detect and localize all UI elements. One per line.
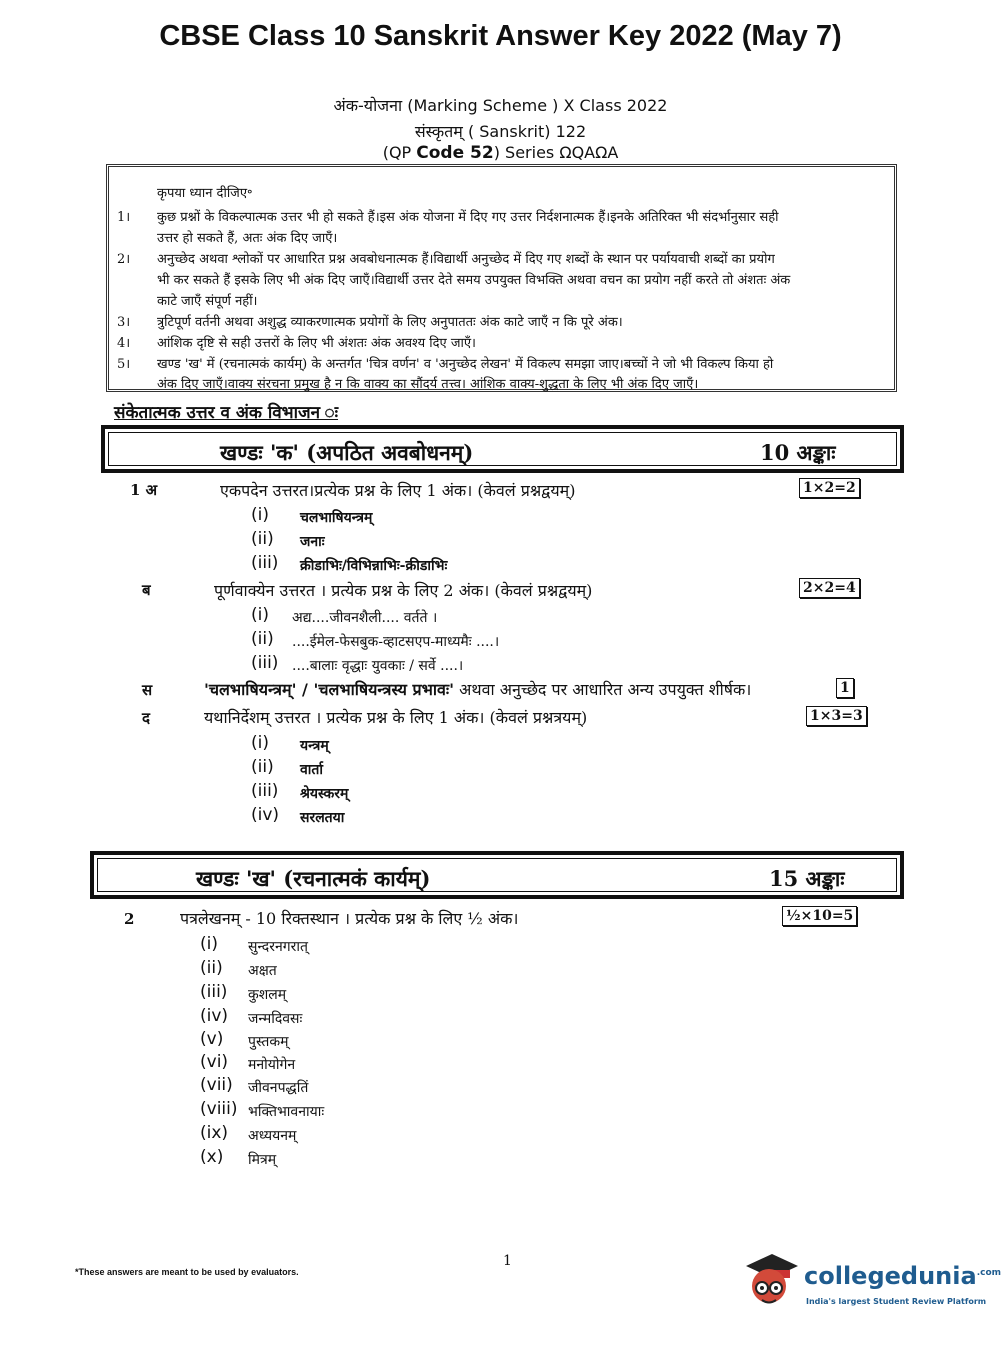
answer-text: अध्ययनम् bbox=[248, 1128, 297, 1144]
answer-number: (iii) bbox=[200, 982, 228, 1002]
q1b-instruction: पूर्णवाक्येन उत्तरत । प्रत्येक प्रश्न के लिए 2 अंक। (केवलं प्रश्नद्वयम्) bbox=[214, 581, 593, 600]
answer-text: श्रेयस्करम् bbox=[300, 786, 349, 802]
answer-text: ....बालाः वृद्धाः युवकाः / सर्वे ....। bbox=[292, 658, 464, 674]
instruction-line: खण्ड 'ख' में (रचनात्मकं कार्यम्) के अन्तर्गत 'चित्र वर्णन' व 'अनुच्छेद लेखन' में विकल्प समझा जाए।बच्चों ने जो भी विकल्प किया हो bbox=[157, 357, 774, 372]
answer-text: अक्षत bbox=[248, 963, 277, 979]
q1d-number: द bbox=[142, 709, 150, 727]
answer-text: यन्त्रम् bbox=[300, 738, 329, 754]
answer-number: (i) bbox=[251, 505, 269, 525]
answer-text: वार्ता bbox=[300, 762, 324, 778]
q1c-number: स bbox=[142, 681, 153, 699]
instruction-line: भी कर सकते हैं इसके लिए भी अंक दिए जाएँ।विद्यार्थी उत्तर देते समय उपयुक्त विभक्ति अथवा वचन का प्रयोग नहीं करते तो अंशतः अंक bbox=[157, 273, 791, 288]
answer-text: जीवनपद्धतिं bbox=[248, 1080, 309, 1096]
answer-text: अद्य....जीवनशैली.... वर्तते । bbox=[292, 610, 438, 626]
answer-number: (vii) bbox=[200, 1075, 233, 1095]
instruction-number: 3। bbox=[117, 315, 131, 330]
section-b-header bbox=[90, 851, 904, 899]
q1b-marks: 2×2=4 bbox=[799, 578, 860, 598]
answer-text: जनाः bbox=[300, 534, 325, 550]
page-title: CBSE Class 10 Sanskrit Answer Key 2022 (May 7) bbox=[159, 20, 842, 52]
instruction-number: 4। bbox=[117, 336, 131, 351]
instruction-number: 5। bbox=[117, 357, 131, 372]
answer-number: (iii) bbox=[251, 781, 279, 801]
answers-heading: संकेतात्मक उत्तर व अंक विभाजन ः bbox=[114, 403, 339, 423]
q1c-instruction: 'चलभाषियन्त्रम्' / 'चलभाषियन्त्रस्य प्रभावः' अथवा अनुच्छेद पर आधारित अन्य उपयुक्त शीर्षक। bbox=[204, 680, 752, 699]
instruction-line: अनुच्छेद अथवा श्लोकों पर आधारित प्रश्न अवबोधनात्मक हैं।विद्यार्थी अनुच्छेद में दिए गए शब्दों के स्थान पर पर्यायवाची शब्दों का प्रयोग bbox=[157, 252, 775, 267]
answer-number: (iii) bbox=[251, 653, 279, 673]
answer-text: सुन्दरनगरात् bbox=[248, 939, 308, 955]
q1c-marks: 1 bbox=[836, 678, 854, 698]
answer-number: (i) bbox=[251, 605, 269, 625]
answer-number: (v) bbox=[200, 1029, 224, 1049]
collegedunia-tagline: India's largest Student Review Platform bbox=[806, 1297, 987, 1306]
instruction-number: 1। bbox=[117, 210, 131, 225]
section-a-marks: 10 अङ्काः bbox=[760, 440, 836, 465]
q1a-marks: 1×2=2 bbox=[799, 478, 860, 498]
answer-number: (viii) bbox=[200, 1099, 238, 1119]
answer-text: पुस्तकम् bbox=[248, 1034, 289, 1050]
answer-number: (x) bbox=[200, 1147, 224, 1167]
instruction-number: 2। bbox=[117, 252, 131, 267]
answer-number: (ii) bbox=[251, 629, 274, 649]
collegedunia-logo-text: collegedunia$^{.com}$ bbox=[804, 1262, 1001, 1290]
answer-number: (vi) bbox=[200, 1052, 229, 1072]
answer-number: (i) bbox=[200, 934, 218, 954]
answer-number: (ix) bbox=[200, 1123, 229, 1143]
answer-text: जन्मदिवसः bbox=[248, 1011, 303, 1027]
q2-instruction: पत्रलेखनम् - 10 रिक्तस्थान । प्रत्येक प्रश्न के लिए ½ अंक। bbox=[180, 909, 519, 928]
answer-number: (iv) bbox=[200, 1006, 229, 1026]
collegedunia-logo-icon bbox=[742, 1250, 800, 1308]
instruction-line: आंशिक दृष्टि से सही उत्तरों के लिए भी अंशतः अंक अवश्य दिए जाएँ। bbox=[157, 336, 476, 351]
q2-marks: ½×10=5 bbox=[782, 906, 857, 926]
q1a-number: 1 अ bbox=[130, 481, 158, 499]
answer-number: (ii) bbox=[200, 958, 223, 978]
q2-number: 2 bbox=[124, 910, 135, 928]
q1d-instruction: यथानिर्देशम् उत्तरत । प्रत्येक प्रश्न के लिए 1 अंक। (केवलं प्रश्नत्रयम्) bbox=[204, 708, 588, 727]
page-number: 1 bbox=[503, 1253, 512, 1269]
section-b-title: खण्डः 'ख' (रचनात्मकं कार्यम्) bbox=[196, 866, 431, 891]
answer-number: (ii) bbox=[251, 757, 274, 777]
answer-text: मनोयोगेन bbox=[248, 1057, 296, 1073]
section-a-title: खण्डः 'क' (अपठित अवबोधनम्) bbox=[220, 440, 474, 465]
instruction-line: अंक दिए जाएँ।वाक्य संरचना प्रमुख है न कि वाक्य का सौंदर्य तत्त्व। आंशिक वाक्य-शुद्धता के लिए भी अंक दिए जाएँ। bbox=[157, 377, 699, 392]
answer-text: क्रीडाभिः/विभिन्नाभिः-क्रीडाभिः bbox=[300, 558, 448, 574]
answer-number: (iii) bbox=[251, 553, 279, 573]
instruction-line: काटे जाएँ संपूर्ण नहीं। bbox=[157, 294, 258, 309]
evaluator-note: *These answers are meant to be used by evaluators. bbox=[75, 1267, 299, 1277]
answer-number: (ii) bbox=[251, 529, 274, 549]
instructions-intro: कृपया ध्यान दीजिए॰ bbox=[157, 186, 253, 201]
section-a-header bbox=[101, 425, 904, 473]
answer-number: (i) bbox=[251, 733, 269, 753]
answer-text: भक्तिभावनायाः bbox=[248, 1104, 325, 1120]
answer-text: चलभाषियन्त्रम् bbox=[300, 510, 373, 526]
instruction-line: त्रुटिपूर्ण वर्तनी अथवा अशुद्ध व्याकरणात्मक प्रयोगों के लिए अनुपाततः अंक काटे जाएँ न कि पूरे अंक। bbox=[157, 315, 623, 330]
instruction-line: कुछ प्रश्नों के विकल्पात्मक उत्तर भी हो सकते हैं।इस अंक योजना में दिए गए उत्तर निर्दशनात्मक हैं।इनके अतिरिक्त भी संदर्भानुसार सही bbox=[157, 210, 779, 225]
answer-number: (iv) bbox=[251, 805, 280, 825]
qp-code-line: (QP Code 52) Series ΩQAΩA bbox=[382, 143, 619, 163]
answer-text: कुशलम् bbox=[248, 987, 287, 1003]
q1d-marks: 1×3=3 bbox=[806, 706, 867, 726]
instructions-box bbox=[106, 164, 897, 392]
instruction-line: उत्तर हो सकते हैं, अतः अंक दिए जाएँ। bbox=[157, 231, 338, 246]
section-b-marks: 15 अङ्काः bbox=[769, 866, 845, 891]
q1a-instruction: एकपदेन उत्तरत।प्रत्येक प्रश्न के लिए 1 अंक। (केवलं प्रश्नद्वयम्) bbox=[220, 481, 576, 500]
marking-scheme-line: अंक-योजना (Marking Scheme ) X Class 2022 bbox=[333, 96, 668, 115]
q1b-number: ब bbox=[142, 581, 151, 599]
answer-text: ....ईमेल-फेसबुक-व्हाटसएप-माध्यमैः ....। bbox=[292, 634, 500, 650]
answer-text: मित्रम् bbox=[248, 1152, 277, 1168]
subject-line: संस्कृतम् ( Sanskrit) 122 bbox=[414, 122, 587, 141]
answer-text: सरलतया bbox=[300, 810, 345, 826]
